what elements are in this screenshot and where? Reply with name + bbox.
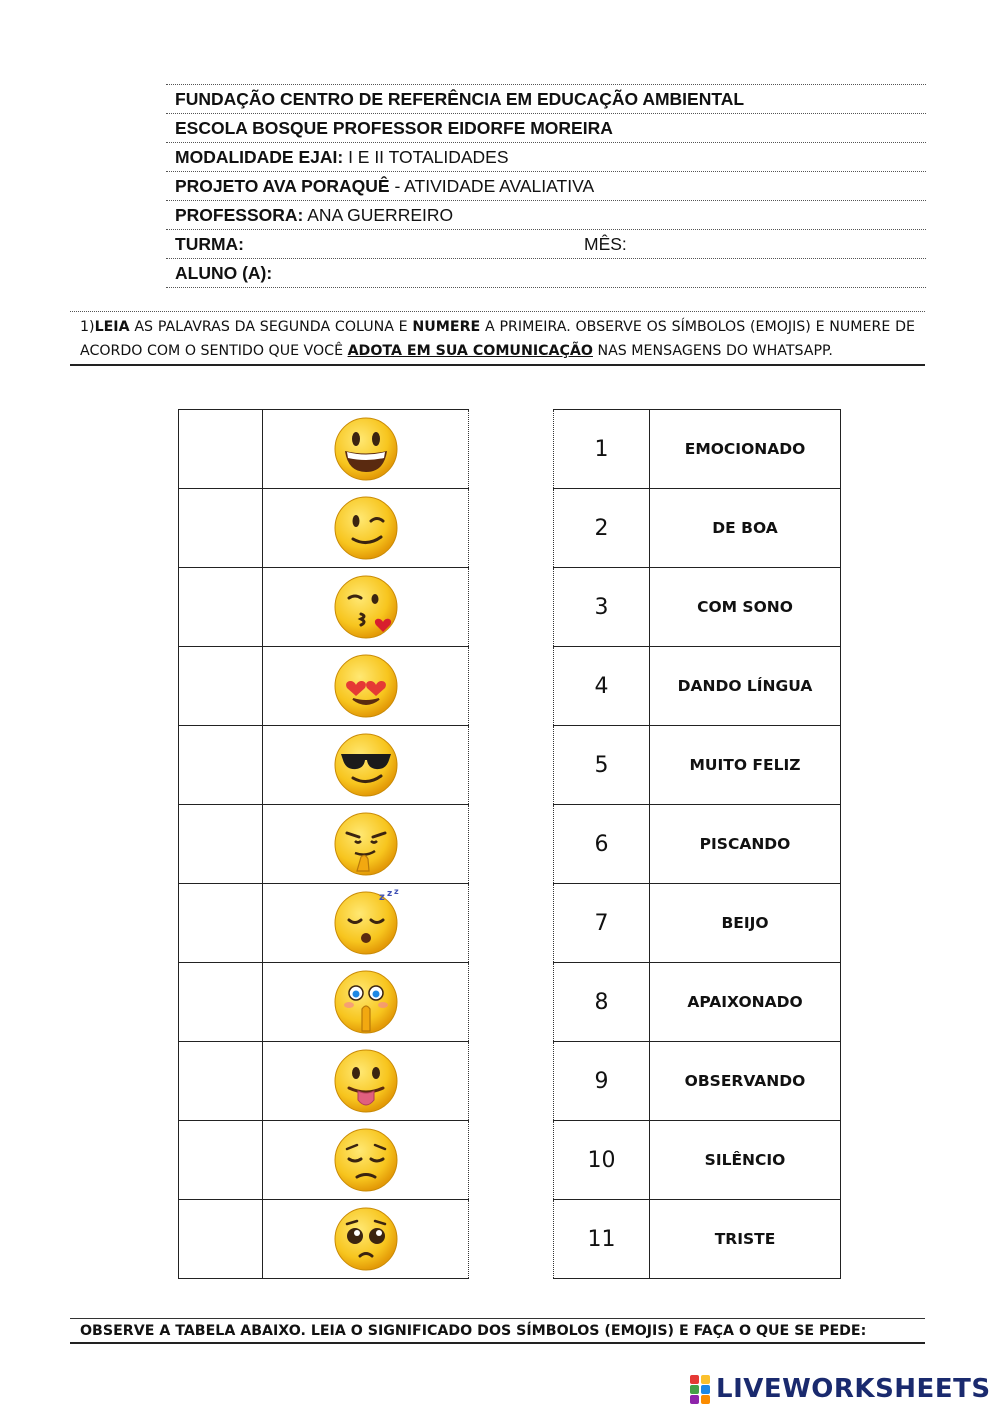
liveworksheets-logo-icon: [690, 1375, 712, 1403]
emoji-cell: [263, 884, 469, 963]
observe-instruction: OBSERVE A TABELA ABAIXO. LEIA O SIGNIFICADO DOS SÍMBOLOS (EMOJIS) E FAÇA O QUE SE PEDE:: [70, 1318, 925, 1344]
answer-cell[interactable]: [179, 410, 263, 489]
word-row: [554, 1121, 841, 1200]
word-label: OBSERVANDO: [650, 1042, 841, 1121]
answer-cell[interactable]: [179, 647, 263, 726]
emoji-cell: [263, 647, 469, 726]
word-label: EMOCIONADO: [650, 410, 841, 489]
school-header: [166, 84, 926, 288]
header-foundation: FUNDAÇÃO CENTRO DE REFERÊNCIA EM EDUCAÇÃO AMBIENTAL: [166, 85, 926, 114]
word-row: [554, 489, 841, 568]
emoji-row: [179, 726, 469, 805]
wink-icon: [263, 493, 468, 563]
word-label: DE BOA: [650, 489, 841, 568]
word-number: 8: [554, 963, 650, 1042]
word-row: [554, 1200, 841, 1279]
word-label: BEIJO: [650, 884, 841, 963]
header-professora: PROFESSORA: ANA GUERREIRO: [166, 201, 926, 230]
word-row: [554, 963, 841, 1042]
header-turma: TURMA: MÊS:: [166, 230, 926, 259]
answer-cell[interactable]: [179, 1121, 263, 1200]
header-projeto: PROJETO AVA PORAQUÊ - ATIVIDADE AVALIATIVA: [166, 172, 926, 201]
word-number: 11: [554, 1200, 650, 1279]
emoji-row: [179, 1200, 469, 1279]
sleeping-icon: [263, 888, 468, 958]
smiley-grin-icon: [263, 414, 468, 484]
answer-cell[interactable]: [179, 1042, 263, 1121]
mes-label: MÊS:: [584, 234, 627, 254]
word-row: [554, 726, 841, 805]
svg-text:z: z: [378, 892, 385, 903]
word-label: MUITO FELIZ: [650, 726, 841, 805]
answer-cell[interactable]: [179, 489, 263, 568]
word-row: [554, 568, 841, 647]
header-aluno: ALUNO (A):: [166, 259, 926, 288]
emoji-row: [179, 1121, 469, 1200]
word-row: [554, 884, 841, 963]
header-modalidade: MODALIDADE EJAI: I E II TOTALIDADES: [166, 143, 926, 172]
shush-icon: [263, 967, 468, 1037]
heart-eyes-icon: [263, 651, 468, 721]
answer-cell[interactable]: [179, 805, 263, 884]
pensive-icon: [263, 1125, 468, 1195]
word-number: 4: [554, 647, 650, 726]
emoji-row: [179, 568, 469, 647]
word-number: 3: [554, 568, 650, 647]
emoji-answer-table: [178, 409, 469, 1279]
answer-cell[interactable]: [179, 963, 263, 1042]
word-label: SILÊNCIO: [650, 1121, 841, 1200]
liveworksheets-brand: [690, 1371, 991, 1407]
word-number: 1: [554, 410, 650, 489]
word-label: COM SONO: [650, 568, 841, 647]
emoji-row: [179, 489, 469, 568]
smirk-hand-icon: [263, 809, 468, 879]
emoji-cell: [263, 410, 469, 489]
emoji-row: [179, 884, 469, 963]
brand-text: LIVEWORKSHEETS: [716, 1374, 991, 1404]
svg-text:z: z: [393, 888, 399, 896]
kiss-heart-icon: [263, 572, 468, 642]
answer-cell[interactable]: [179, 726, 263, 805]
emoji-cell: [263, 1121, 469, 1200]
answer-cell[interactable]: [179, 568, 263, 647]
word-label: APAIXONADO: [650, 963, 841, 1042]
emoji-cell: [263, 1200, 469, 1279]
word-number: 6: [554, 805, 650, 884]
emoji-cell: [263, 805, 469, 884]
pleading-icon: [263, 1204, 468, 1274]
header-school: ESCOLA BOSQUE PROFESSOR EIDORFE MOREIRA: [166, 114, 926, 143]
sunglasses-icon: [263, 730, 468, 800]
emoji-cell: [263, 963, 469, 1042]
emoji-cell: [263, 1042, 469, 1121]
word-row: [554, 410, 841, 489]
emoji-row: [179, 963, 469, 1042]
emoji-cell: [263, 489, 469, 568]
answer-cell[interactable]: [179, 884, 263, 963]
word-number: 2: [554, 489, 650, 568]
tongue-out-icon: [263, 1046, 468, 1116]
emoji-row: [179, 647, 469, 726]
emoji-row: [179, 410, 469, 489]
word-list-table: [553, 409, 841, 1279]
word-row: [554, 647, 841, 726]
emoji-cell: [263, 568, 469, 647]
word-label: DANDO LÍNGUA: [650, 647, 841, 726]
instruction-text: 1)LEIA AS PALAVRAS DA SEGUNDA COLUNA E NUMERE A PRIMEIRA. OBSERVE OS SÍMBOLOS (EMOJIS) E NUMERE DE ACORDO COM O SENTIDO QUE VOCÊ ADOTA EM SUA COMUNICAÇÃO NAS MENSAGENS DO WHATSAPP.: [70, 311, 925, 366]
word-number: 7: [554, 884, 650, 963]
word-row: [554, 805, 841, 884]
answer-cell[interactable]: [179, 1200, 263, 1279]
word-number: 10: [554, 1121, 650, 1200]
svg-text:z: z: [386, 889, 392, 899]
word-label: PISCANDO: [650, 805, 841, 884]
word-number: 5: [554, 726, 650, 805]
emoji-row: [179, 805, 469, 884]
word-number: 9: [554, 1042, 650, 1121]
word-row: [554, 1042, 841, 1121]
word-label: TRISTE: [650, 1200, 841, 1279]
emoji-row: [179, 1042, 469, 1121]
emoji-cell: [263, 726, 469, 805]
